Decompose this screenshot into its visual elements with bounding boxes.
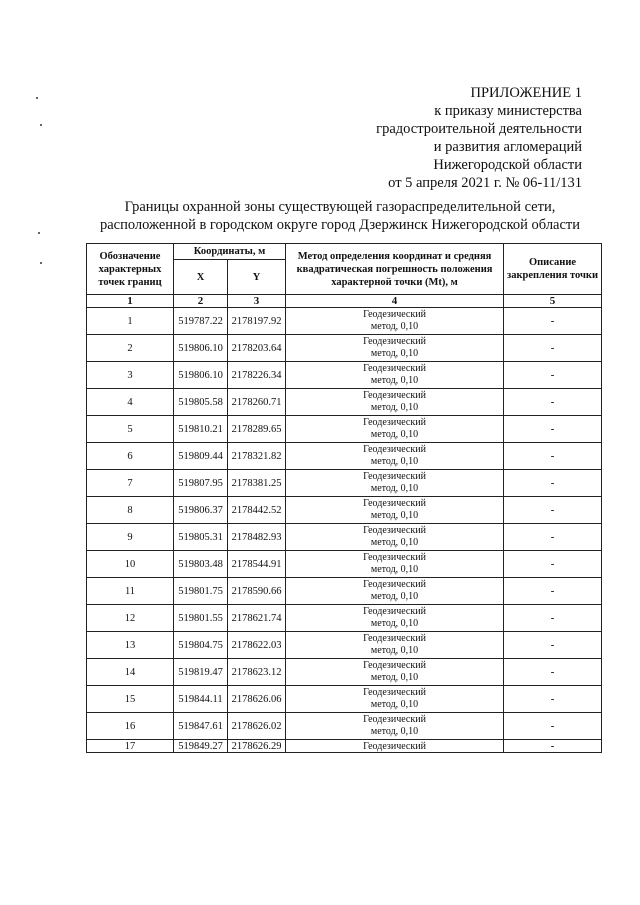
- table-row: [87, 308, 602, 335]
- coordinate-y: 2178226.34: [228, 362, 286, 389]
- point-number: 13: [87, 632, 174, 659]
- coordinate-x: 519805.31: [174, 524, 228, 551]
- method-accuracy: метод, 0,10: [370, 645, 419, 656]
- method-text: Геодезический: [363, 471, 426, 482]
- appendix-line: Нижегородской области: [433, 157, 582, 173]
- coordinate-y: 2178482.93: [228, 524, 286, 551]
- document-caption-line-2: расположенной в городском округе город Дзержинск Нижегородской области: [99, 217, 581, 233]
- column-number: 1: [87, 295, 174, 308]
- point-number: 11: [87, 578, 174, 605]
- method-accuracy: метод, 0,10: [370, 672, 419, 683]
- method-text: Геодезический: [363, 417, 426, 428]
- method-accuracy: метод, 0,10: [370, 726, 419, 737]
- appendix-line: к приказу министерства: [434, 103, 582, 119]
- point-description: -: [504, 389, 602, 416]
- appendix-line: и развития агломераций: [433, 139, 582, 155]
- point-description: -: [504, 416, 602, 443]
- point-number: 6: [87, 443, 174, 470]
- header-coordinates: Координаты, м: [174, 244, 286, 260]
- coordinates-table: [86, 243, 602, 753]
- column-number: 5: [504, 295, 602, 308]
- method-accuracy: метод, 0,10: [370, 618, 419, 629]
- table-row: [87, 470, 602, 497]
- point-number: 2: [87, 335, 174, 362]
- point-description: -: [504, 308, 602, 335]
- coordinate-x: 519803.48: [174, 551, 228, 578]
- table-row: [87, 578, 602, 605]
- method-accuracy: метод, 0,10: [370, 321, 419, 332]
- appendix-block: [322, 84, 582, 192]
- point-number: 7: [87, 470, 174, 497]
- point-description: -: [504, 443, 602, 470]
- point-number: 3: [87, 362, 174, 389]
- coordinate-y: 2178203.64: [228, 335, 286, 362]
- method-cell: [286, 524, 504, 551]
- coordinate-y: 2178197.92: [228, 308, 286, 335]
- method-cell: [286, 497, 504, 524]
- point-description: -: [504, 659, 602, 686]
- method-text: Геодезический: [363, 633, 426, 644]
- coordinate-x: 519810.21: [174, 416, 228, 443]
- point-number: 15: [87, 686, 174, 713]
- method-text: Геодезический: [363, 444, 426, 455]
- point-number: 1: [87, 308, 174, 335]
- method-text: Геодезический: [363, 390, 426, 401]
- table-row: [87, 497, 602, 524]
- table-row: [87, 389, 602, 416]
- method-text: Геодезический: [363, 660, 426, 671]
- table-row: [87, 524, 602, 551]
- table-row: [87, 443, 602, 470]
- coordinate-y: 2178260.71: [228, 389, 286, 416]
- method-cell: [286, 659, 504, 686]
- coordinate-x: 519804.75: [174, 632, 228, 659]
- point-description: -: [504, 686, 602, 713]
- coordinate-x: 519801.55: [174, 605, 228, 632]
- table-row: [87, 335, 602, 362]
- coordinate-y: 2178544.91: [228, 551, 286, 578]
- point-description: -: [504, 632, 602, 659]
- coordinate-x: 519819.47: [174, 659, 228, 686]
- method-text: Геодезический: [363, 498, 426, 509]
- point-number: 9: [87, 524, 174, 551]
- table-row: [87, 659, 602, 686]
- method-cell: [286, 605, 504, 632]
- point-number: 10: [87, 551, 174, 578]
- method-cell: [286, 686, 504, 713]
- coordinate-x: 519807.95: [174, 470, 228, 497]
- point-description: -: [504, 605, 602, 632]
- header-description: Описание закрепления точки: [504, 244, 602, 295]
- method-cell: [286, 713, 504, 740]
- coordinate-x: 519801.75: [174, 578, 228, 605]
- point-number: 5: [87, 416, 174, 443]
- coordinate-y: 2178621.74: [228, 605, 286, 632]
- table-row: [87, 605, 602, 632]
- point-description: -: [504, 578, 602, 605]
- header-x: X: [174, 260, 228, 295]
- point-number: 8: [87, 497, 174, 524]
- method-text: Геодезический: [363, 606, 426, 617]
- table-row: [87, 713, 602, 740]
- method-cell: [286, 362, 504, 389]
- method-accuracy: метод, 0,10: [370, 510, 419, 521]
- method-accuracy: метод, 0,10: [370, 348, 419, 359]
- point-number: 12: [87, 605, 174, 632]
- method-cell: [286, 443, 504, 470]
- method-text: Геодезический: [363, 363, 426, 374]
- column-number: 2: [174, 295, 228, 308]
- table-row: [87, 686, 602, 713]
- method-text: Геодезический: [363, 740, 426, 752]
- method-cell: [286, 470, 504, 497]
- coordinate-y: 2178626.29: [228, 740, 286, 753]
- point-description: -: [504, 713, 602, 740]
- appendix-order-date: от 5 апреля 2021 г. № 06-11/131: [388, 175, 582, 191]
- point-description: -: [504, 740, 602, 753]
- coordinate-x: 519844.11: [174, 686, 228, 713]
- coordinate-x: 519806.10: [174, 362, 228, 389]
- method-cell: [286, 578, 504, 605]
- point-description: -: [504, 551, 602, 578]
- point-description: -: [504, 362, 602, 389]
- method-text: Геодезический: [363, 336, 426, 347]
- coordinate-y: 2178623.12: [228, 659, 286, 686]
- point-description: -: [504, 524, 602, 551]
- method-accuracy: метод, 0,10: [370, 537, 419, 548]
- method-cell: [286, 335, 504, 362]
- column-number: 3: [228, 295, 286, 308]
- header-point-designation: Обозначение характерных точек границ: [87, 244, 174, 295]
- coordinate-y: 2178590.66: [228, 578, 286, 605]
- method-cell: [286, 308, 504, 335]
- method-text: Геодезический: [363, 579, 426, 590]
- coordinate-x: 519809.44: [174, 443, 228, 470]
- method-text: Геодезический: [363, 525, 426, 536]
- method-accuracy: метод, 0,10: [370, 591, 419, 602]
- point-description: -: [504, 497, 602, 524]
- column-number: 4: [286, 295, 504, 308]
- method-accuracy: метод, 0,10: [370, 375, 419, 386]
- header-method: Метод определения координат и средняя квадратическая погрешность положения характерной точки (Mt), м: [286, 244, 504, 295]
- method-cell: [286, 416, 504, 443]
- table-row: [87, 551, 602, 578]
- point-description: -: [504, 335, 602, 362]
- coordinate-x: 519806.37: [174, 497, 228, 524]
- method-accuracy: метод, 0,10: [370, 429, 419, 440]
- coordinate-y: 2178626.06: [228, 686, 286, 713]
- point-number: 14: [87, 659, 174, 686]
- method-accuracy: метод, 0,10: [370, 402, 419, 413]
- coordinate-y: 2178442.52: [228, 497, 286, 524]
- method-text: Геодезический: [363, 714, 426, 725]
- appendix-line: градостроительной деятельности: [376, 121, 582, 137]
- coordinate-y: 2178321.82: [228, 443, 286, 470]
- table-row: [87, 632, 602, 659]
- method-text: Геодезический: [363, 309, 426, 320]
- method-accuracy: метод, 0,10: [370, 483, 419, 494]
- method-cell: [286, 740, 504, 753]
- method-accuracy: метод, 0,10: [370, 564, 419, 575]
- coordinate-y: 2178626.02: [228, 713, 286, 740]
- coordinate-y: 2178289.65: [228, 416, 286, 443]
- method-text: Геодезический: [363, 552, 426, 563]
- coordinate-x: 519847.61: [174, 713, 228, 740]
- coordinate-y: 2178622.03: [228, 632, 286, 659]
- method-text: Геодезический: [363, 687, 426, 698]
- method-accuracy: метод, 0,10: [370, 699, 419, 710]
- point-number: 17: [87, 740, 174, 753]
- method-cell: [286, 389, 504, 416]
- coordinate-x: 519806.10: [174, 335, 228, 362]
- table-row: [87, 362, 602, 389]
- point-description: -: [504, 470, 602, 497]
- coordinate-x: 519805.58: [174, 389, 228, 416]
- document-caption-line-1: Границы охранной зоны существующей газораспределительной сети,: [124, 199, 556, 215]
- method-cell: [286, 632, 504, 659]
- header-y: Y: [228, 260, 286, 295]
- appendix-title: ПРИЛОЖЕНИЕ 1: [470, 85, 582, 101]
- coordinate-x: 519787.22: [174, 308, 228, 335]
- table-row: [87, 416, 602, 443]
- coordinate-x: 519849.27: [174, 740, 228, 753]
- point-number: 4: [87, 389, 174, 416]
- method-accuracy: метод, 0,10: [370, 456, 419, 467]
- coordinate-y: 2178381.25: [228, 470, 286, 497]
- table-row: [87, 740, 602, 753]
- point-number: 16: [87, 713, 174, 740]
- method-cell: [286, 551, 504, 578]
